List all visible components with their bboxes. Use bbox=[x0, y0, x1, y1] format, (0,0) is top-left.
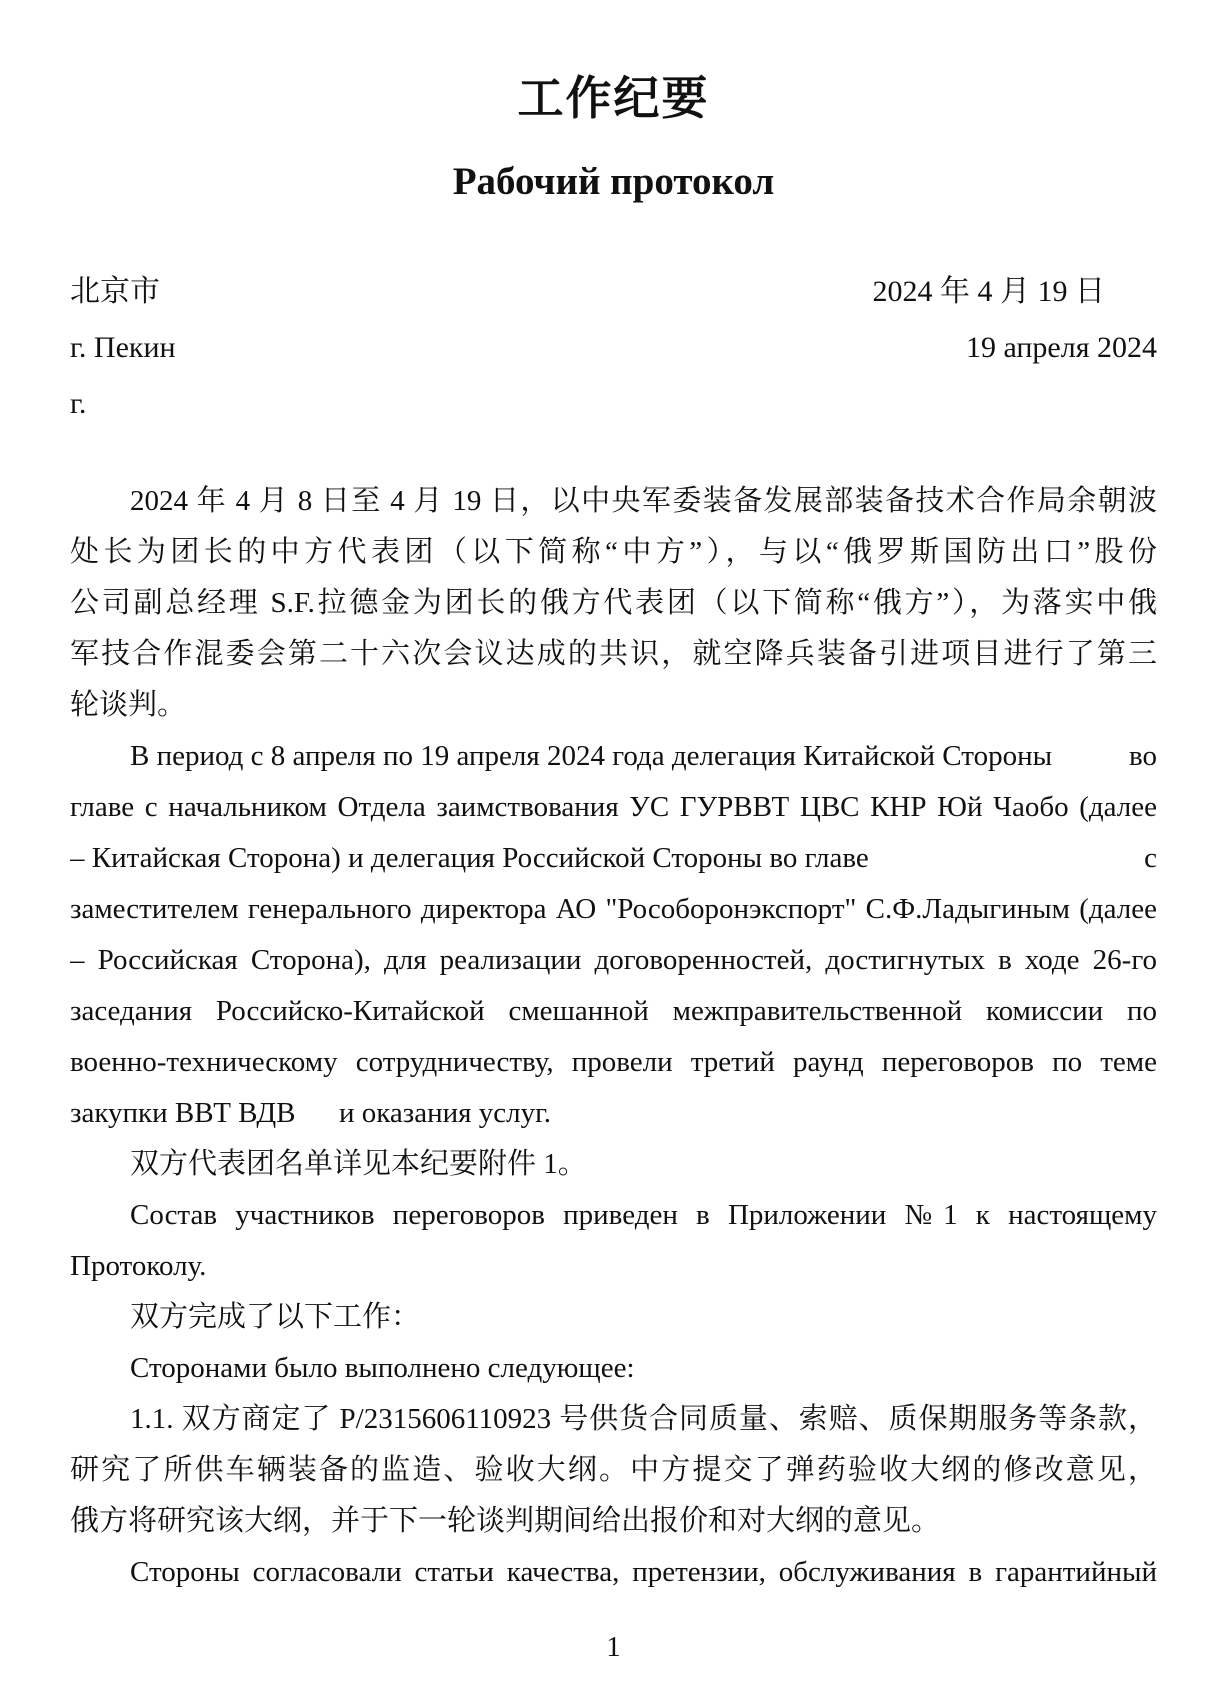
line-text-left: В период с 8 апреля по 19 апреля 2024 года делегация Китайской Стороны bbox=[130, 740, 1053, 772]
line-text-right: с bbox=[1144, 842, 1157, 874]
document-line: закупки ВВТ ВДВ и оказания услуг. bbox=[70, 1097, 551, 1129]
document-line: военно-техническому сотрудничеству, провели третий раунд переговоров по теме bbox=[70, 1046, 1157, 1078]
document-line: Протоколу. bbox=[70, 1250, 207, 1282]
document-line: Сторонами было выполнено следующее: bbox=[130, 1352, 635, 1384]
page-number: 1 bbox=[606, 1631, 621, 1663]
line-text-right: во bbox=[1129, 740, 1157, 772]
document-line: заседания Российско-Китайской смешанной межправительственной комиссии по bbox=[70, 995, 1157, 1027]
dateline-date-russian: 19 апреля 2024 bbox=[965, 331, 1157, 364]
line-text-left: – Китайская Сторона) и делегация Российской Стороны во главе bbox=[70, 842, 869, 874]
dateline-row-russian bbox=[70, 320, 1157, 376]
document-line: 军技合作混委会第二十六次会议达成的共识，就空降兵装备引进项目进行了第三 bbox=[70, 638, 1157, 670]
document-line: 1.1. 双方商定了 P/2315606110923 号供货合同质量、索赔、质保期服务等条款， bbox=[130, 1403, 1157, 1435]
dateline-place-chinese: 北京市 bbox=[70, 275, 160, 308]
dateline-place-russian: г. Пекин bbox=[70, 331, 176, 364]
document-line: – Российская Сторона), для реализации договоренностей, достигнутых в ходе 26-го bbox=[70, 944, 1157, 976]
document-line: Стороны согласовали статьи качества, претензии, обслуживания в гарантийный bbox=[130, 1556, 1157, 1588]
document-line: 处长为团长的中方代表团（以下简称“中方”），与以“俄罗斯国防出口”股份 bbox=[70, 536, 1157, 568]
document-line: 2024 年 4 月 8 日至 4 月 19 日，以中央军委装备发展部装备技术合作局余朝波 bbox=[130, 485, 1157, 517]
document-line: 研究了所供车辆装备的监造、验收大纲。中方提交了弹药验收大纲的修改意见， bbox=[70, 1454, 1157, 1486]
document-line: главе с начальником Отдела заимствования УС ГУРВВТ ЦВС КНР Юй Чаобо (далее bbox=[70, 791, 1157, 823]
document-title-chinese: 工作纪要 bbox=[517, 72, 710, 124]
document-line: Состав участников переговоров приведен в Приложении №1 к настоящему bbox=[130, 1199, 1157, 1231]
document-body bbox=[70, 476, 1157, 1598]
document-line: 双方代表团名单详见本纪要附件 1。 bbox=[130, 1148, 587, 1180]
document-line: 俄方将研究该大纲，并于下一轮谈判期间给出报价和对大纲的意见。 bbox=[70, 1505, 941, 1537]
document-line: 公司副总经理 S.F.拉德金为团长的俄方代表团（以下简称“俄方”），为落实中俄 bbox=[70, 587, 1157, 619]
dateline bbox=[70, 264, 1157, 432]
document-line: заместителем генерального директора АО "Рособоронэкспорт" С.Ф.Ладыгиным (далее bbox=[70, 893, 1157, 925]
document-title-russian: Рабочий протокол bbox=[452, 160, 775, 203]
document-line bbox=[70, 833, 1157, 884]
document-line: 双方完成了以下工作： bbox=[130, 1301, 421, 1333]
dateline-year-suffix: г. bbox=[70, 387, 87, 420]
document-line: 轮谈判。 bbox=[70, 689, 187, 721]
document-line bbox=[70, 731, 1157, 782]
dateline-row-chinese bbox=[70, 264, 1157, 320]
dateline-row-year-suffix bbox=[70, 376, 1157, 432]
dateline-date-chinese: 2024 年 4 月 19 日 bbox=[872, 275, 1105, 308]
